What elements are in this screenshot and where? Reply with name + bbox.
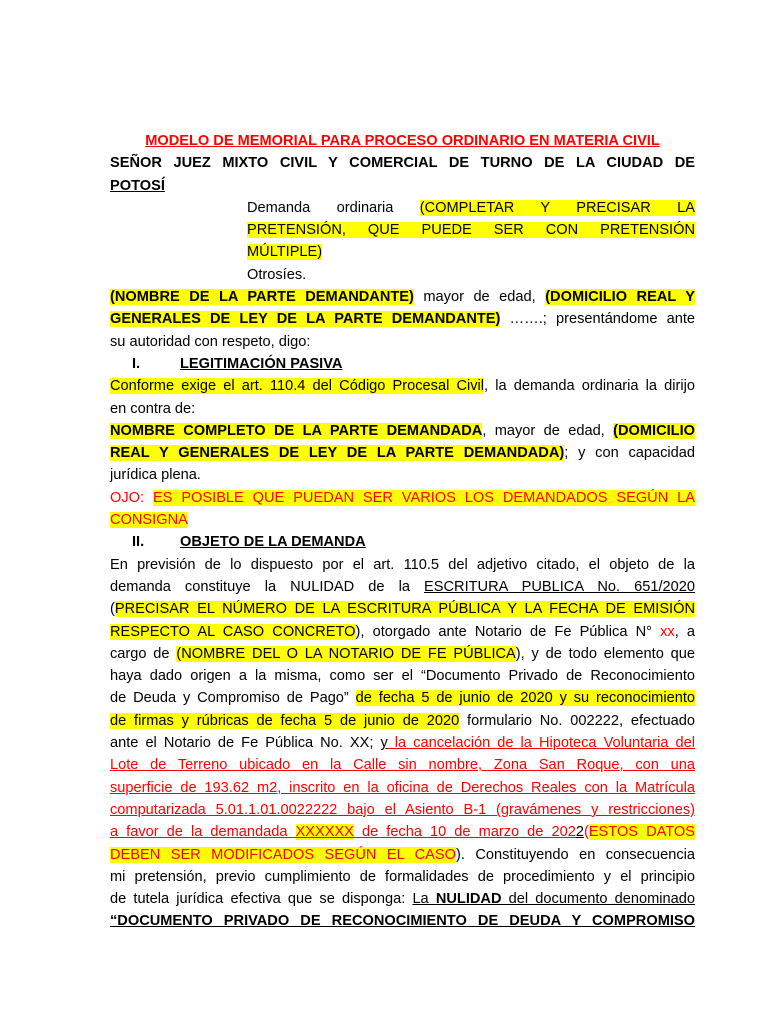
s2-y: y xyxy=(380,735,388,752)
memorial-body xyxy=(110,130,695,933)
s2-line-5 xyxy=(110,643,695,665)
section-2-title: OBJETO DE LA DEMANDA xyxy=(180,534,366,551)
suma-pretension-c: MÚLTIPLE) xyxy=(247,244,323,261)
s2-line-3 xyxy=(110,598,695,620)
escritura-number: ESCRITURA PUBLICA No. 651/2020 xyxy=(424,578,695,595)
intro-text: mayor de edad, xyxy=(413,289,546,306)
s2-text-8: formulario No. 002222, efectuado xyxy=(459,712,695,729)
s1-line-3 xyxy=(110,420,695,442)
s2-line-11: superficie de 193.62 m2, inscrito en la oficina de Derechos Reales con la Matrícula xyxy=(110,779,695,796)
s2-line-14 xyxy=(110,844,695,866)
s1-line-5: jurídica plena. xyxy=(110,467,201,484)
modify-note-a: ESTOS DATOS xyxy=(588,824,696,841)
s2-text-2: demanda constituye la NULIDAD de la xyxy=(110,578,425,595)
s1-text-3: ; y con capacidad xyxy=(564,445,695,462)
defendant-domicile-b: REAL Y GENERALES DE LEY DE LA PARTE DEMANDADA) xyxy=(110,445,565,462)
plaintiff-domicile-a: (DOMICILIO REAL Y xyxy=(545,289,695,306)
s2-text-7: de Deuda y Compromiso de Pago” xyxy=(110,690,356,707)
doc-date-b: de firmas y rúbricas de fecha 5 de junio de 2020 xyxy=(110,712,460,729)
addressee-line-1: SEÑOR JUEZ MIXTO CIVIL Y COMERCIAL DE TURNO DE LA CIUDAD DE xyxy=(110,155,695,172)
suma-block xyxy=(247,197,695,286)
defendant-domicile-a: (DOMICILIO xyxy=(613,422,695,439)
s2-text-16b: del documento denominado xyxy=(501,891,695,908)
defendant-name: NOMBRE COMPLETO DE LA PARTE DEMANDADA xyxy=(110,422,483,439)
s2-text-16: de tutela jurídica efectiva que se disponga: xyxy=(110,891,413,908)
s2-line-16 xyxy=(110,888,695,910)
hipoteca-b: a favor de la demandada xyxy=(110,824,296,841)
ojo-line-1 xyxy=(110,487,695,509)
s2-line-1: En previsión de lo dispuesto por el art. 110.5 del adjetivo citado, el objeto de la xyxy=(110,556,695,573)
addressee-city: POTOSÍ xyxy=(110,177,165,194)
ojo-note-b: CONSIGNA xyxy=(110,512,188,529)
s2-line-12: computarizada 5.01.1.01.0022222 bajo el Asiento B-1 (gravámenes y restricciones) xyxy=(110,801,695,818)
s1-text-2: , mayor de edad, xyxy=(482,422,614,439)
suma-demanda: Demanda ordinaria xyxy=(247,199,394,216)
s1-line-2: en contra de: xyxy=(110,400,196,417)
escritura-note-b: RESPECTO AL CASO CONCRETO xyxy=(110,623,356,640)
s1-line-4 xyxy=(110,442,695,464)
intro-line-2 xyxy=(110,308,695,330)
year-digit: 2 xyxy=(575,824,584,841)
suma-line-2 xyxy=(247,219,695,241)
paren: ( xyxy=(110,601,115,618)
s2-text-14: ). Constituyendo en consecuencia xyxy=(456,846,695,863)
modify-note-b: DEBEN SER MODIFICADOS SEGÚN EL CASO xyxy=(110,846,456,863)
section-1-title: LEGITIMACIÓN PASIVA xyxy=(180,355,343,372)
addressee-line-2 xyxy=(110,175,695,197)
s2-line-10: Lote de Terreno ubicado en la Calle sin nombre, Zona San Roque, con una xyxy=(110,757,695,774)
s2-text-5: cargo de xyxy=(110,645,177,662)
s2-text-4b: , a xyxy=(674,623,695,640)
ojo-label: OJO: xyxy=(110,489,153,506)
s2-line-15: mi pretensión, previo cumplimiento de formalidades de procedimiento y el principio xyxy=(110,868,695,885)
intro-line-3: su autoridad con respeto, digo: xyxy=(110,333,311,350)
section-1-number: I. xyxy=(132,355,141,372)
s1-text-1: , la demanda ordinaria la dirijo xyxy=(484,378,695,395)
ojo-note-a: ES POSIBLE QUE PUEDAN SER VARIOS LOS DEMANDADOS SEGÚN LA xyxy=(152,489,696,506)
s2-line-9 xyxy=(110,732,695,754)
legal-basis: Conforme exige el art. 110.4 del Código Procesal Civil xyxy=(110,378,485,395)
s2-line-7 xyxy=(110,687,695,709)
section-1-heading xyxy=(110,353,695,375)
s2-la: La xyxy=(412,891,436,908)
nulidad-word: NULIDAD xyxy=(435,891,502,908)
s1-line-1 xyxy=(110,375,695,397)
s2-line-17: “DOCUMENTO PRIVADO DE RECONOCIMIENTO DE DEUDA Y COMPROMISO xyxy=(110,913,695,930)
plaintiff-domicile-b: GENERALES DE LEY DE LA PARTE DEMANDANTE) xyxy=(110,311,501,328)
s2-line-13 xyxy=(110,821,695,843)
intro-line-1 xyxy=(110,286,695,308)
document-title: MODELO DE MEMORIAL PARA PROCESO ORDINARIO EN MATERIA CIVIL xyxy=(145,133,660,149)
doc-date-a: de fecha 5 de junio de 2020 y su reconocimiento xyxy=(355,690,695,707)
intro-text-2: …….; presentándome ante xyxy=(500,311,695,328)
escritura-note-a: PRECISAR EL NÚMERO DE LA ESCRITURA PÚBLICA Y LA FECHA DE EMISIÓN xyxy=(114,601,695,618)
notary-number: xx xyxy=(660,623,675,640)
demandada-placeholder: XXXXXX xyxy=(295,824,354,841)
suma-otrosies: Otrosíes. xyxy=(247,266,307,283)
s2-text-5b: ), y de todo elemento que xyxy=(515,645,695,662)
s2-line-6: haya dado origen a la misma, como ser el “Documento Privado de Reconocimiento xyxy=(110,668,695,685)
ojo-line-2 xyxy=(110,509,695,531)
s2-line-4 xyxy=(110,621,695,643)
suma-line-3 xyxy=(247,241,695,263)
notary-name: (NOMBRE DEL O LA NOTARIO DE FE PÚBLICA xyxy=(176,645,516,662)
s2-line-8 xyxy=(110,710,695,732)
suma-line-1 xyxy=(247,197,695,219)
suma-pretension-b: PRETENSIÓN, QUE PUEDE SER CON PRETENSIÓN xyxy=(247,222,695,239)
s2-text-4: ), otorgado ante Notario de Fe Pública N° xyxy=(355,623,661,640)
section-2-heading xyxy=(110,531,695,553)
hipoteca-c: de fecha 10 de marzo de 202 xyxy=(353,824,576,841)
s2-text-9: ante el Notario de Fe Pública No. XX; xyxy=(110,735,381,752)
hipoteca-a: la cancelación de la Hipoteca Voluntaria del xyxy=(387,735,695,752)
s2-line-2 xyxy=(110,576,695,598)
plaintiff-name: (NOMBRE DE LA PARTE DEMANDANTE) xyxy=(110,289,414,306)
section-2-number: II. xyxy=(132,534,145,551)
suma-pretension-a: (COMPLETAR Y PRECISAR LA xyxy=(419,199,695,216)
paren-2: ( xyxy=(583,824,589,841)
